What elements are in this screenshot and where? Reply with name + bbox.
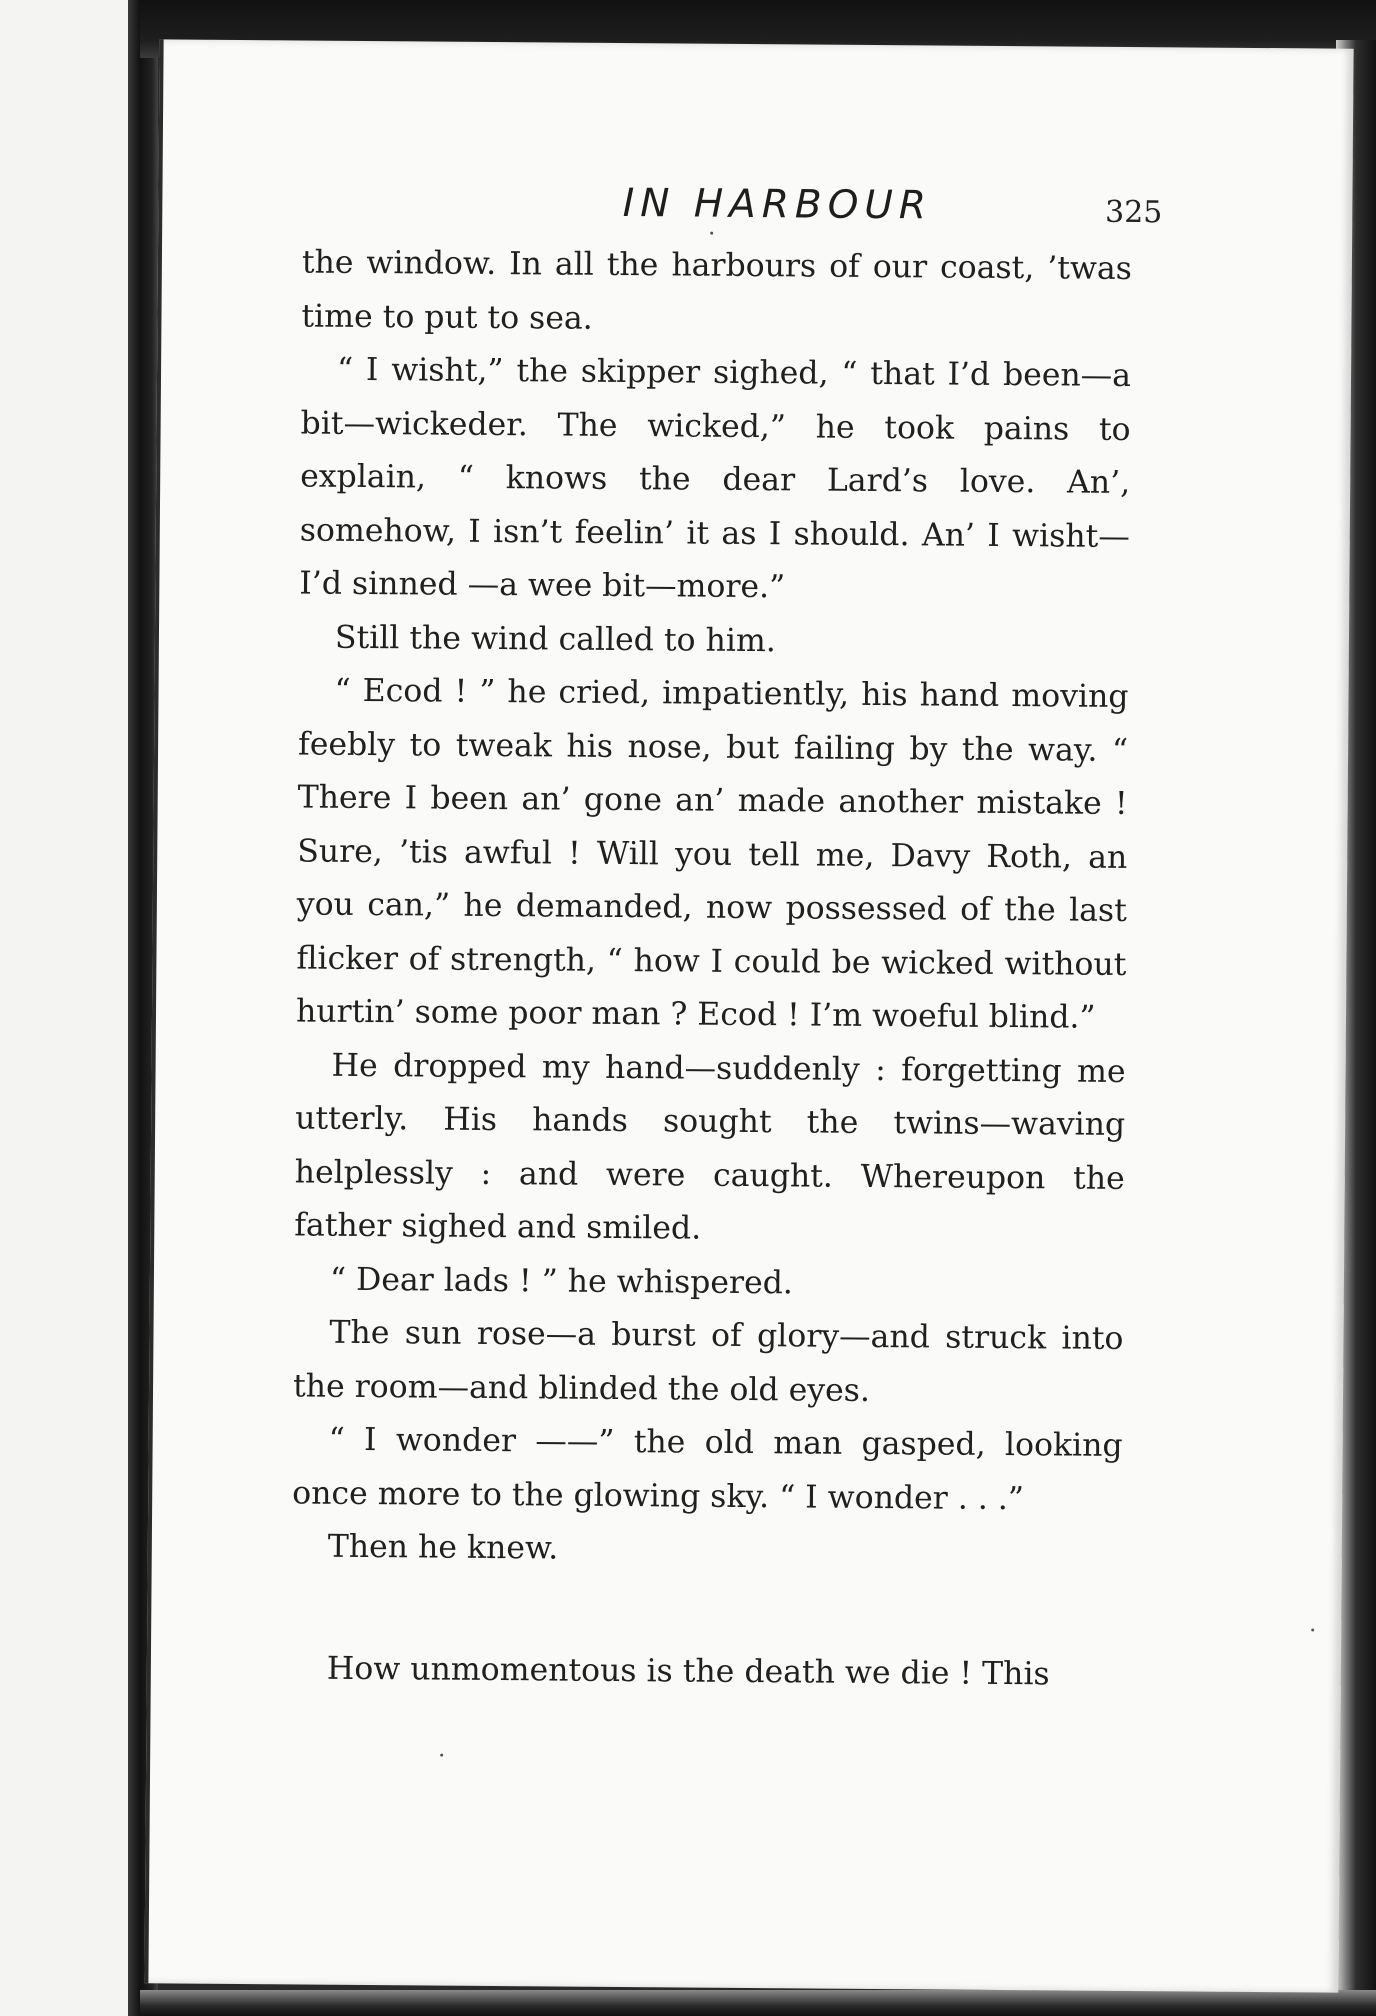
page-number: 325 <box>1104 194 1163 231</box>
facing-page-edge <box>0 0 138 2016</box>
paragraph: Then he knew. <box>327 1528 559 1567</box>
paragraph: “ I wisht,” the skipper sighed, “ that I’d been—a bit—wickeder. The wicked,” he took pains to explain, “ knows the dear Lard’s love. An’, somehow, I isn’t feelin’ it as I should. An’ I wisht—I’d sinned —a wee bit—more.” <box>299 351 1132 606</box>
scan-bottom-border <box>140 1990 1376 2016</box>
paragraph: “ Ecod ! ” he cried, impatiently, his hand moving feebly to tweak his nose, but failing by the way. “ There I been an’ gone an’ made another mistake ! Sure, ’tis awful ! Will you tell me, Davy Roth, an you can,” he demanded, now possessed of the last flicker of strength, “ how I could be wicked without hurtin’ some poor man ? Ecod ! I’m woeful blind.” <box>295 672 1129 1036</box>
section-break <box>291 1574 1122 1649</box>
paragraph: The sun rose—a burst of glory—and struck into the room—and blinded the old eyes. <box>292 1314 1124 1409</box>
page-body-text <box>291 236 1132 1701</box>
book-page <box>144 39 1353 1992</box>
paragraph: Still the wind called to him. <box>334 619 776 659</box>
paper-speck <box>440 1754 443 1757</box>
paragraph: “ Dear lads ! ” he whispered. <box>329 1261 794 1301</box>
paper-speck <box>710 232 713 235</box>
paragraph: the window. In all the harbours of our coast, ’twas time to put to sea. <box>301 244 1133 337</box>
paragraph: “ I wonder ——” the old man gasped, looking once more to the glowing sky. “ I wonder . . .” <box>292 1421 1123 1517</box>
paragraph: He dropped my hand—suddenly : forgetting me utterly. His hands sought the twins—waving helplessly : and were caught. Whereupon the father sighed and smiled. <box>294 1047 1126 1247</box>
paper-speck <box>1311 1628 1314 1631</box>
paragraph: How unmomentous is the death we die ! This <box>326 1650 1050 1692</box>
running-head: IN HARBOUR <box>622 180 933 229</box>
